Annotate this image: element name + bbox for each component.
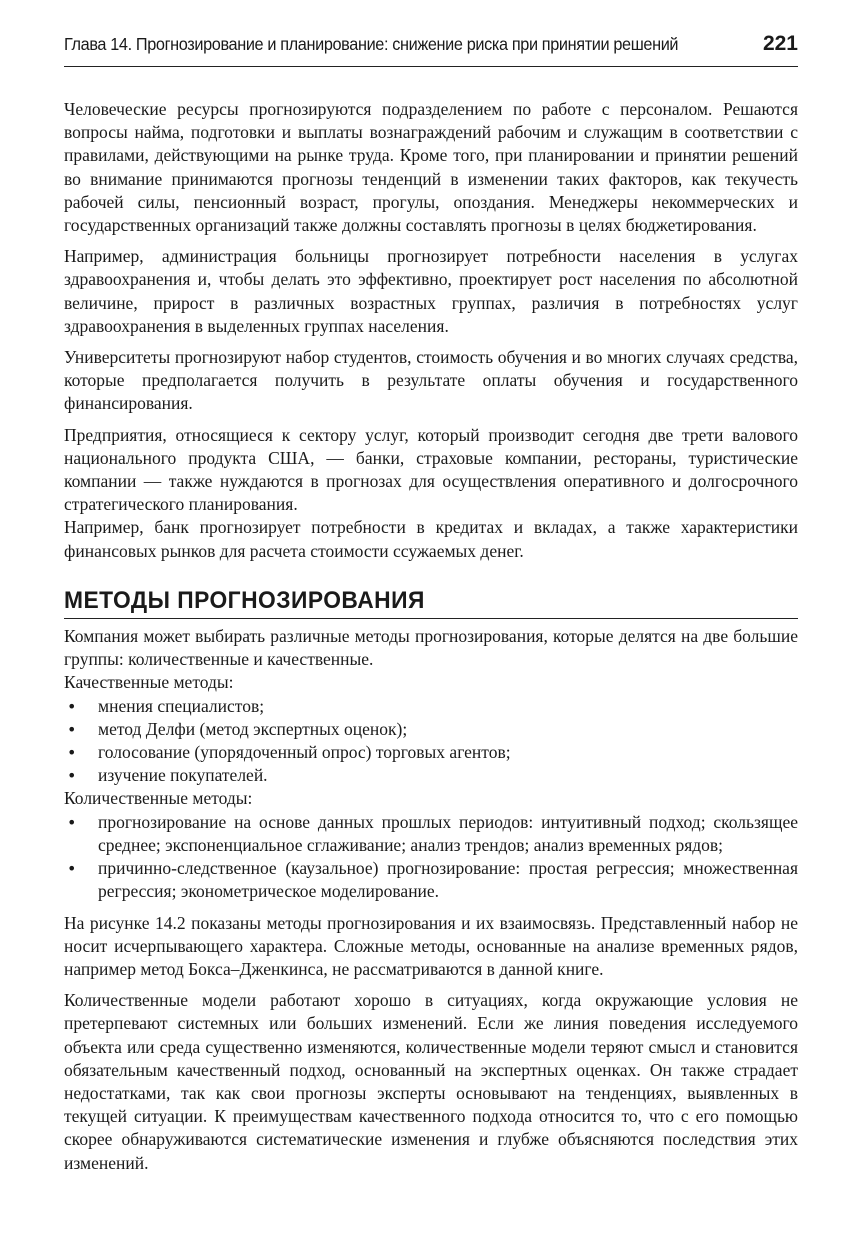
paragraph-services: Предприятия, относящиеся к сектору услуг, который производит сегодня две трети валового национального продукта США, — банки, страховые компании, рестораны, туристические компании — также нуждаются в прогнозах для осуществления оперативного и долгосрочного стратегического планирования. (64, 424, 798, 515)
paragraph-hospital: Например, администрация больницы прогнозирует потребности населения в услугах здравоохранения и, чтобы делать это эффективно, проектирует рост населения по абсолютной величине, прирост в различных возрастных группах, различия в потребностях услуг здравоохранения в выделенных группах населения. (64, 246, 798, 336)
paragraph-figure-ref: На рисунке 14.2 показаны методы прогнозирования и их взаимосвязь. Представленный набор не носит исчерпывающего характера. Сложные методы, основанные на анализе временных рядов, например метод Бокса–Дженкинса, не рассматриваются в данной книге. (64, 912, 798, 979)
quantitative-list (64, 811, 798, 904)
header-rule (64, 66, 798, 67)
section-heading: МЕТОДЫ ПРОГНОЗИРОВАНИЯ (64, 586, 425, 614)
list-item: • причинно-следственное (каузальное) прогнозирование: простая регрессия; множественная регрессия; эконометрическое моделирование. (64, 857, 798, 903)
paragraph-models: Количественные модели работают хорошо в ситуациях, когда окружающие условия не претерпевают системных или больших изменений. Если же линия поведения исследуемого объекта или среда существенно изменяются, количественные модели теряют смысл и становится обязательным качественный подход, основанный на экспертных оценках. Он также страдает недостатками, так как свои прогнозы эксперты основывают на тенденциях, выявленных в текущей ситуации. К преимуществам качественного подхода относится то, что с его помощью скорее обнаруживаются систематические изменения и глубже объясняются последствия этих изменений. (64, 990, 798, 1173)
list-item: • изучение покупателей. (64, 764, 798, 787)
list-item: • прогнозирование на основе данных прошлых периодов: интуитивный подход; скользящее среднее; экспоненциальное сглаживание; анализ трендов; анализ временных рядов; (64, 811, 798, 857)
paragraph-universities: Университеты прогнозируют набор студентов, стоимость обучения и во многих случаях средства, которые предполагается получить в результате оплаты обучения и государственного финансирования. (64, 347, 798, 414)
list-item: • голосование (упорядоченный опрос) торговых агентов; (64, 741, 798, 764)
page-body (64, 98, 798, 1183)
paragraph-hr: Человеческие ресурсы прогнозируются подразделением по работе с персоналом. Решаются вопросы найма, подготовки и выплаты вознаграждений рабочим и служащим в соответствии с правилами, действующими на рынке труда. Кроме того, при планировании и принятии решений во внимание принимаются прогнозы тенденций в изменении таких факторов, как текучесть рабочей силы, пенсионный возраст, прогулы, опоздания. Менеджеры некоммерческих и государственных организаций также должны составлять прогнозы в целях бюджетирования. (64, 99, 798, 236)
list-item: • мнения специалистов; (64, 695, 798, 718)
running-head-title: Глава 14. Прогнозирование и планирование: снижение риска при принятии решений (64, 34, 679, 54)
qualitative-label: Качественные методы: (64, 672, 234, 693)
list-item: • метод Делфи (метод экспертных оценок); (64, 718, 798, 741)
section-rule (64, 618, 798, 619)
section-lead: Компания может выбирать различные методы прогнозирования, которые делятся на две большие группы: количественные и качественные. (64, 626, 798, 670)
qualitative-list (64, 695, 798, 788)
paragraph-bank: Например, банк прогнозирует потребности в кредитах и вкладах, а также характеристики финансовых рынков для расчета стоимости ссужаемых денег. (64, 517, 798, 561)
quantitative-label: Количественные методы: (64, 788, 253, 809)
page-number: 221 (762, 32, 798, 55)
